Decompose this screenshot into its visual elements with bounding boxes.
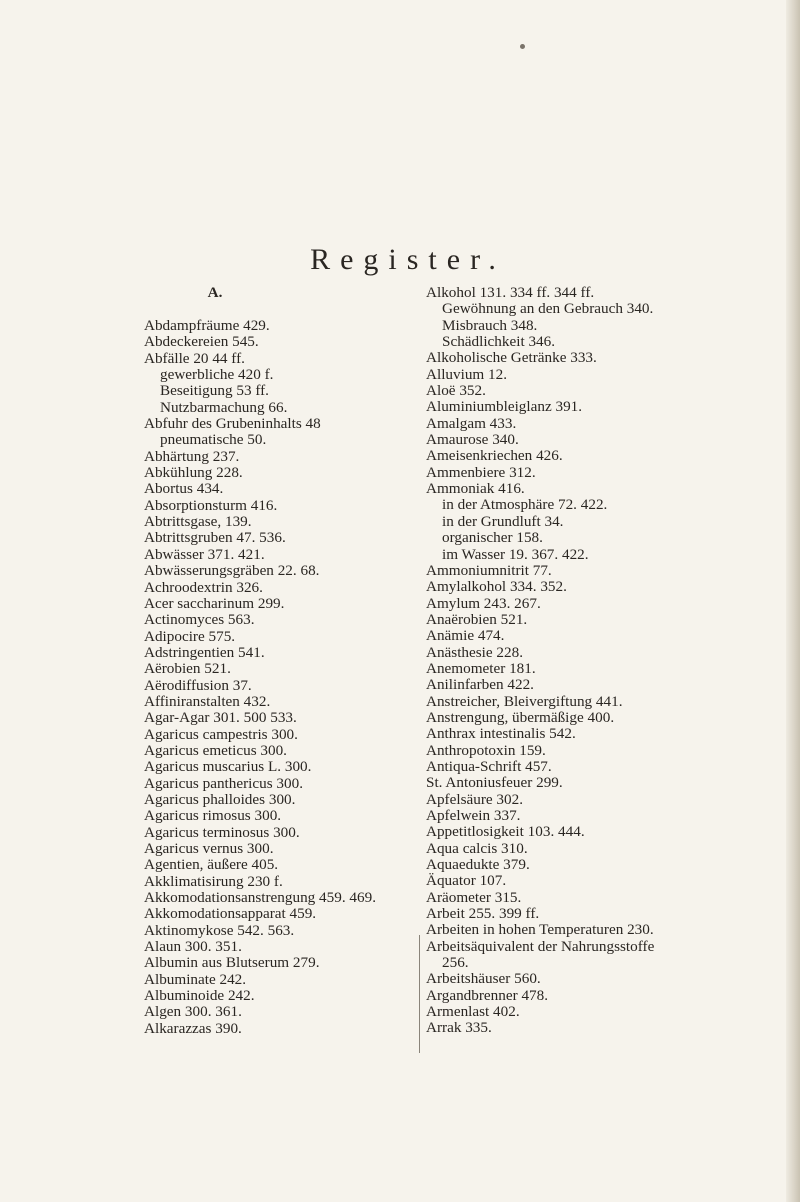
index-entry: Abfälle 20 44 ff. xyxy=(144,349,245,367)
index-entry: Albumin aus Blutserum 279. xyxy=(144,954,320,972)
index-entry: Abwässer 371. 421. xyxy=(144,545,265,563)
index-entry: Alkarazzas 390. xyxy=(144,1019,242,1037)
index-entry: Aqua calcis 310. xyxy=(426,839,528,857)
index-entry: Achroodextrin 326. xyxy=(144,578,263,596)
paper-speck xyxy=(520,44,525,49)
index-entry: Anaërobien 521. xyxy=(426,610,528,628)
index-entry: Abhärtung 237. xyxy=(144,447,240,465)
index-entry: Antiqua-Schrift 457. xyxy=(426,757,552,775)
index-column-left xyxy=(144,285,436,1037)
index-subentry: organischer 158. xyxy=(442,529,543,547)
index-entry: St. Antoniusfeuer 299. xyxy=(426,774,563,792)
index-entry: Ammenbiere 312. xyxy=(426,463,536,481)
index-entry: Albuminoide 242. xyxy=(144,987,255,1005)
index-entry: Arbeitshäuser 560. xyxy=(426,970,541,988)
index-entry: Aktinomykose 542. 563. xyxy=(144,921,295,939)
index-entry: Agaricus phalloides 300. xyxy=(144,790,296,808)
index-entry: Armenlast 402. xyxy=(426,1003,520,1021)
index-entry: Argandbrenner 478. xyxy=(426,986,549,1004)
index-subentry: Schädlichkeit 346. xyxy=(442,333,556,351)
index-entry: Arbeitsäquivalent der Nahrungsstoffe xyxy=(426,937,655,955)
index-entry: Anthropotoxin 159. xyxy=(426,741,546,759)
index-entry: Amylalkohol 334. 352. xyxy=(426,578,567,596)
index-entry: Agaricus vernus 300. xyxy=(144,840,274,857)
index-entry: Affiniranstalten 432. xyxy=(144,692,271,710)
index-entry: Albuminate 242. xyxy=(144,970,247,988)
index-subentry: Beseitigung 53 ff. xyxy=(160,382,269,400)
index-entry: Amaurose 340. xyxy=(426,431,519,449)
index-entry: Abwässerungsgräben 22. 68. xyxy=(144,562,320,580)
index-entry: Adstringentien 541. xyxy=(144,643,265,661)
column-rule xyxy=(419,935,420,1053)
index-entry: Agaricus campestris 300. xyxy=(144,725,298,743)
index-entry: Ammoniumnitrit 77. xyxy=(426,561,552,579)
index-entry: Arrak 335. xyxy=(426,1019,492,1037)
section-letter: A. xyxy=(207,284,223,301)
index-entry: Anilinfarben 422. xyxy=(426,676,534,694)
index-entry: Akkomodationsanstrengung 459. 469. xyxy=(144,889,377,907)
index-entry: Agentien, äußere 405. xyxy=(144,856,279,874)
index-entry: Abfuhr des Grubeninhalts 48 xyxy=(144,415,321,433)
index-entry: Aloë 352. xyxy=(426,382,486,400)
index-entry: Anthrax intestinalis 542. xyxy=(426,725,576,743)
index-entry: Alkoholische Getränke 333. xyxy=(426,349,597,367)
index-entry: Apfelwein 337. xyxy=(426,807,521,824)
index-entry: Acer saccharinum 299. xyxy=(144,594,285,612)
index-entry: Agaricus terminosus 300. xyxy=(144,823,300,841)
index-entry: Adipocire 575. xyxy=(144,627,236,645)
index-subentry: in der Atmosphäre 72. 422. xyxy=(442,496,608,514)
index-entry: Aërodiffusion 37. xyxy=(144,676,252,694)
right-entry-list xyxy=(426,285,796,1037)
index-subentry: in der Grundluft 34. xyxy=(442,512,564,530)
index-entry: Arbeiten in hohen Temperaturen 230. xyxy=(426,921,654,939)
index-entry: Alaun 300. 351. xyxy=(144,938,242,956)
index-entry: Ameisenkriechen 426. xyxy=(426,447,563,465)
index-subentry: Misbrauch 348. xyxy=(442,316,538,334)
index-entry: Agaricus panthericus 300. xyxy=(144,774,304,792)
index-entry: Amalgam 433. xyxy=(426,414,517,432)
index-entry: Akkomodationsapparat 459. xyxy=(144,905,317,923)
index-entry: Anämie 474. xyxy=(426,627,505,645)
index-entry: Aërobien 521. xyxy=(144,660,231,678)
index-subentry: Nutzbarmachung 66. xyxy=(160,398,288,416)
index-entry: Agaricus muscarius L. 300. xyxy=(144,758,312,776)
index-entry: Aluminiumbleiglanz 391. xyxy=(426,398,583,416)
index-entry: Anästhesie 228. xyxy=(426,643,524,661)
page-title: Register. xyxy=(310,243,506,276)
index-entry: Abdampfräume 429. xyxy=(144,317,270,334)
index-entry: Ammoniak 416. xyxy=(426,480,525,498)
index-entry: Amylum 243. 267. xyxy=(426,594,541,612)
index-entry: Abkühlung 228. xyxy=(144,464,243,482)
index-entry: Apfelsäure 302. xyxy=(426,790,523,808)
index-entry: Alluvium 12. xyxy=(426,365,508,383)
index-subentry: gewerbliche 420 f. xyxy=(160,366,274,384)
index-entry: Anstrengung, übermäßige 400. xyxy=(426,708,615,726)
index-entry: Aräometer 315. xyxy=(426,888,522,906)
index-entry: Agaricus emeticus 300. xyxy=(144,741,287,759)
index-entry: Anemometer 181. xyxy=(426,659,536,677)
index-subentry: Gewöhnung an den Gebrauch 340. xyxy=(442,300,654,318)
index-entry: Algen 300. 361. xyxy=(144,1003,242,1021)
index-subentry: 256. xyxy=(442,954,469,972)
index-entry: Abtrittsgruben 47. 536. xyxy=(144,529,286,547)
index-entry: Absorptionsturm 416. xyxy=(144,496,278,514)
index-entry: Abtrittsgase, 139. xyxy=(144,513,252,531)
index-entry: Anstreicher, Bleivergiftung 441. xyxy=(426,692,623,710)
index-column-right xyxy=(426,285,796,1037)
index-entry: Actinomyces 563. xyxy=(144,611,255,629)
index-entry: Appetitlosigkeit 103. 444. xyxy=(426,823,585,841)
index-entry: Abdeckereien 545. xyxy=(144,333,259,351)
index-entry: Akklimatisirung 230 f. xyxy=(144,872,283,890)
index-entry: Arbeit 255. 399 ff. xyxy=(426,905,540,923)
index-subentry: im Wasser 19. 367. 422. xyxy=(442,545,589,563)
index-entry: Abortus 434. xyxy=(144,480,224,498)
index-entry: Agaricus rimosus 300. xyxy=(144,807,282,825)
index-entry: Aquaedukte 379. xyxy=(426,856,530,874)
left-entry-list xyxy=(144,318,436,1037)
index-subentry: pneumatische 50. xyxy=(160,431,267,449)
index-entry: Äquator 107. xyxy=(426,872,507,890)
index-entry: Alkohol 131. 334 ff. 344 ff. xyxy=(426,284,595,301)
index-entry: Agar-Agar 301. 500 533. xyxy=(144,709,297,727)
